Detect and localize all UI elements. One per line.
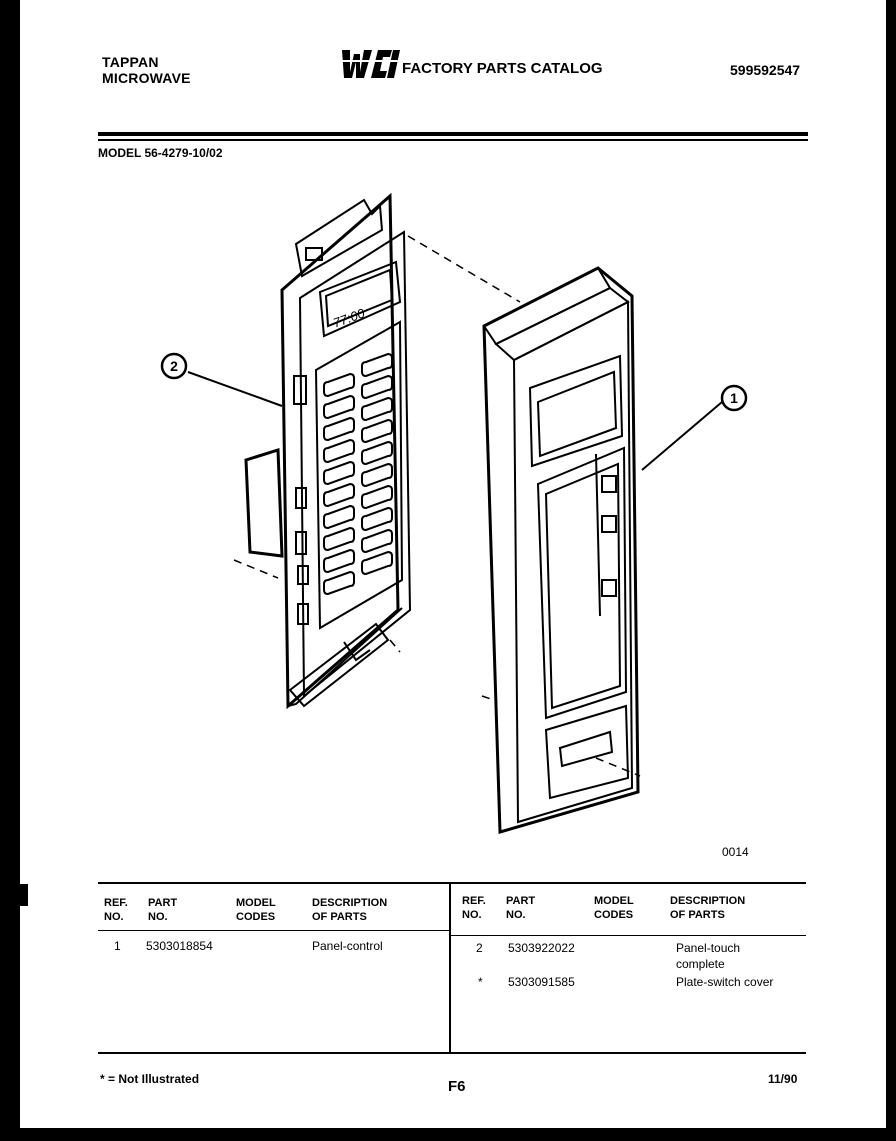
footnote: * = Not Illustrated [100,1072,200,1086]
callout-2-label: 2 [170,358,178,374]
keypad-button [324,506,354,528]
row-part-no: 5303091585 [508,975,575,989]
keypad-button [324,572,354,594]
revision-date: 11/90 [768,1072,798,1086]
keypad-button [362,442,392,464]
keypad-button [324,462,354,484]
table-top-rule [98,882,806,884]
page-number: F6 [448,1078,466,1095]
keypad-button [362,420,392,442]
keypad-button [362,486,392,508]
figure-code: 0014 [722,845,749,859]
table-divider [449,884,451,1052]
row-part-no: 5303018854 [146,939,213,953]
page-edge-mark [20,884,28,906]
keypad-button [324,550,354,572]
exploded-parts-diagram [20,180,886,840]
keypad-button [362,398,392,420]
keypad-button [362,530,392,552]
row-part-no: 5303922022 [508,941,575,955]
row-ref: 2 [476,941,483,955]
svg-text:77:00: 77:00 [331,305,367,331]
brand-line-1: TAPPAN [102,54,159,70]
brand-name [102,54,191,86]
keypad-button [362,508,392,530]
table-header-rule-left [98,930,449,931]
catalog-title: FACTORY PARTS CATALOG [402,60,603,77]
model-number: MODEL 56-4279-10/02 [98,146,223,160]
callout-1-label: 1 [730,390,738,406]
col-ref-no-left: REF. NO. [104,897,128,923]
col-description-right: DESCRIPTION OF PARTS [670,895,746,921]
keypad-button [362,354,392,376]
col-model-codes-left: MODEL CODES [236,897,276,923]
document-number: 599592547 [730,62,801,78]
col-ref-no-right: REF. NO. [462,895,486,921]
keypad-button [324,396,354,418]
row-ref: 1 [114,939,121,953]
keypad-button [324,528,354,550]
keypad-button [324,374,354,396]
col-description-left: DESCRIPTION OF PARTS [312,897,388,923]
keypad-button [362,464,392,486]
keypad-button [362,376,392,398]
keypad-button [324,484,354,506]
keypad-button [324,418,354,440]
row-description: Plate-switch cover [676,975,774,989]
brand-line-2: MICROWAVE [102,70,191,86]
keypad-button [324,440,354,462]
row-ref: * [478,975,483,989]
col-part-no-left: PART NO. [148,897,178,923]
table-header-rule-right [451,935,806,936]
header-rule-thin [98,139,808,141]
catalog-page [20,0,886,1128]
row-description: Panel-control [312,939,383,953]
keypad-button [362,552,392,574]
header-rule [98,132,808,136]
col-model-codes-right: MODEL CODES [594,895,634,921]
wci-logo-icon [338,48,400,85]
col-part-no-right: PART NO. [506,895,536,921]
table-bottom-rule [98,1052,806,1054]
row-description: Panel-touch complete [676,941,741,971]
